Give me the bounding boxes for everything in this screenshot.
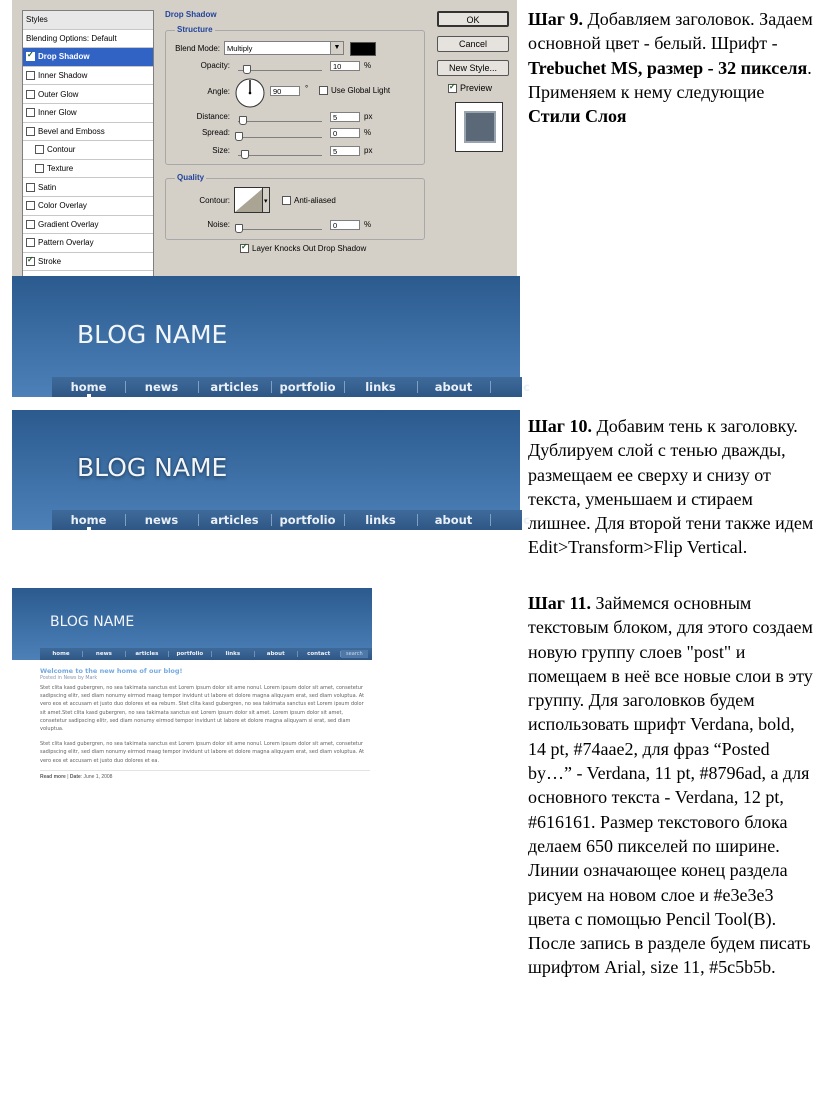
layer-knocks-out-label: Layer Knocks Out Drop Shadow xyxy=(252,244,367,253)
style-item[interactable] xyxy=(23,160,153,179)
style-item-label: Gradient Overlay xyxy=(38,219,99,229)
nav-item[interactable]: portfolio xyxy=(279,380,336,394)
style-preview-swatch xyxy=(464,111,496,143)
post-body-paragraph-2: Stet clita kasd gubergren, no sea takimata sanctus est Lorem ipsum dolor sit ame nonul. Lorem ipsum dolor sit amet, consetetur sadipscing elitr, sed diam nonumy eirmod maag tempor invidunt ut labore et dolore magna aliquyam erat, sed diam voluptua. At vero eos et accusam et justo duo dolores et ea. xyxy=(40,741,365,764)
nav-item[interactable]: about xyxy=(255,651,298,657)
style-item-label: Blending Options: Default xyxy=(26,33,117,43)
style-item-checkbox[interactable] xyxy=(26,257,35,266)
search-input[interactable]: search xyxy=(341,650,368,658)
style-preview-thumbnail xyxy=(455,102,503,152)
quality-group xyxy=(165,178,425,240)
style-item-label: Pattern Overlay xyxy=(38,238,94,248)
style-item-label: Stroke xyxy=(38,257,62,267)
nav-item[interactable]: links xyxy=(365,513,396,527)
nav-item[interactable]: portfolio xyxy=(169,651,212,657)
shadow-color-swatch[interactable] xyxy=(350,42,376,56)
style-item[interactable] xyxy=(23,178,153,197)
size-slider-track xyxy=(238,155,322,156)
ok-button[interactable]: OK xyxy=(437,11,509,27)
step-9-text xyxy=(528,7,814,128)
nav-item[interactable]: c xyxy=(523,380,530,394)
style-item-label: Inner Shadow xyxy=(38,71,88,81)
nav-separator xyxy=(271,381,272,393)
style-item[interactable] xyxy=(23,67,153,86)
styles-list-title: Styles xyxy=(23,11,153,30)
nav-separator xyxy=(271,514,272,526)
style-item-label: Texture xyxy=(47,164,74,174)
style-item[interactable] xyxy=(23,197,153,216)
blog-post xyxy=(40,667,370,780)
style-item-checkbox[interactable] xyxy=(26,71,35,80)
style-item-checkbox[interactable] xyxy=(26,52,35,61)
spread-input[interactable]: 0 xyxy=(330,128,360,138)
blog-title-shadowed: BLOG NAME xyxy=(77,453,228,482)
nav-separator xyxy=(417,514,418,526)
nav-item[interactable]: home xyxy=(70,380,107,394)
nav-item[interactable]: articles xyxy=(210,380,259,394)
spread-slider-handle[interactable] xyxy=(235,132,243,141)
date-value: June 1, 2008 xyxy=(83,773,113,780)
style-item[interactable] xyxy=(23,85,153,104)
size-label: Size: xyxy=(212,146,230,155)
checkbox-icon xyxy=(282,196,291,205)
nav-item[interactable]: portfolio xyxy=(279,513,336,527)
nav-item[interactable]: contact xyxy=(298,651,341,657)
section-divider xyxy=(40,770,370,771)
nav-item[interactable]: articles xyxy=(126,651,169,657)
blend-mode-label: Blend Mode: xyxy=(175,44,220,53)
blog-page-preview-step11 xyxy=(12,588,372,808)
use-global-light-label: Use Global Light xyxy=(331,86,391,95)
noise-input[interactable]: 0 xyxy=(330,220,360,230)
nav-bar xyxy=(52,377,530,397)
nav-item[interactable]: home xyxy=(70,513,107,527)
nav-item[interactable]: about xyxy=(434,513,473,527)
style-item-checkbox[interactable] xyxy=(26,201,35,210)
distance-unit: px xyxy=(364,112,373,121)
step-9-label: Шаг 9. xyxy=(528,9,583,29)
nav-separator xyxy=(490,514,491,526)
styles-list xyxy=(22,10,154,278)
style-item[interactable] xyxy=(23,216,153,235)
blog-header-small xyxy=(12,588,372,660)
spread-unit: % xyxy=(364,128,372,137)
blog-header-preview-step9 xyxy=(12,276,530,397)
cancel-button[interactable]: Cancel xyxy=(437,36,509,52)
noise-slider-track xyxy=(238,229,322,230)
style-item-checkbox[interactable] xyxy=(26,183,35,192)
angle-dial[interactable] xyxy=(234,77,266,109)
distance-input[interactable]: 5 xyxy=(330,112,360,122)
style-item[interactable] xyxy=(23,30,153,49)
nav-separator xyxy=(125,514,126,526)
style-item-checkbox[interactable] xyxy=(26,238,35,247)
spread-label: Spread: xyxy=(201,128,230,137)
preview-label: Preview xyxy=(460,83,493,93)
style-item-label: Color Overlay xyxy=(38,201,87,211)
nav-item[interactable]: links xyxy=(212,651,255,657)
nav-separator xyxy=(198,514,199,526)
checkbox-icon xyxy=(240,244,249,253)
style-item[interactable] xyxy=(23,234,153,253)
post-footer: Read more | Date: June 1, 2008 xyxy=(40,773,113,780)
distance-label: Distance: xyxy=(196,112,230,121)
read-more-link[interactable]: Read more xyxy=(40,773,66,780)
svg-text:▾: ▾ xyxy=(264,197,268,205)
nav-item[interactable]: home xyxy=(40,651,83,657)
checkbox-icon xyxy=(319,86,328,95)
style-item-label: Drop Shadow xyxy=(38,52,90,62)
anti-aliased-checkbox[interactable] xyxy=(282,196,336,205)
opacity-input[interactable]: 10 xyxy=(330,61,360,71)
blog-title: BLOG NAME xyxy=(50,614,135,630)
nav-item[interactable]: links xyxy=(365,380,396,394)
size-unit: px xyxy=(364,146,373,155)
structure-label: Structure xyxy=(177,25,213,34)
layer-knocks-out-checkbox[interactable] xyxy=(240,244,366,253)
date-label: Date xyxy=(69,773,81,780)
preview-checkbox[interactable] xyxy=(448,83,492,93)
post-title[interactable]: Welcome to the new home of our blog! xyxy=(40,667,183,675)
checkbox-icon xyxy=(448,84,457,93)
size-input[interactable]: 5 xyxy=(330,146,360,156)
style-item[interactable] xyxy=(23,253,153,272)
style-item-checkbox[interactable] xyxy=(26,90,35,99)
angle-unit: ° xyxy=(305,84,309,93)
noise-label: Noise: xyxy=(207,220,230,229)
opacity-label: Opacity: xyxy=(200,61,230,70)
layer-style-dialog xyxy=(12,0,517,276)
noise-unit: % xyxy=(364,220,372,229)
opacity-slider-handle[interactable] xyxy=(243,65,251,74)
blog-title: BLOG NAME xyxy=(77,320,228,349)
nav-separator xyxy=(490,381,491,393)
distance-slider-track xyxy=(238,121,322,122)
step-11-body: Займемся основным текстовым блоком, для этого создаем новую группу слоев "post" и помещаем в неё все новые слои в эту группу. Для заголовков будем использовать шрифт Verdana, bold, 14 pt, #74aae2, для фраз “Posted by…” - Verdana, 11 pt, #8796ad, а для основного текста - Verdana, 12 pt, #616161. Размер текстового блока делаем 650 пикселей по ширине. Линии означающее конец раздела рисуем на новом слое и #e3e3e3 цвета с помощью Pencil Tool(B). После запись в разделе будем писать шрифтом Arial, size 11, #5c5b5b. xyxy=(528,593,813,978)
size-slider-handle[interactable] xyxy=(241,150,249,159)
step-10-label: Шаг 10. xyxy=(528,416,592,436)
nav-bar xyxy=(52,510,530,530)
quality-label: Quality xyxy=(177,173,205,182)
step-9-text-part2: . Применяем к нему следующие xyxy=(528,57,812,102)
style-item-checkbox[interactable] xyxy=(35,164,44,173)
noise-slider-handle[interactable] xyxy=(235,224,243,233)
blog-header-preview-step10 xyxy=(12,410,530,530)
nav-item[interactable]: news xyxy=(83,651,126,657)
nav-item[interactable]: articles xyxy=(210,513,259,527)
nav-item[interactable]: news xyxy=(144,513,179,527)
anti-aliased-label: Anti-aliased xyxy=(294,196,336,205)
active-tab-indicator xyxy=(87,394,91,397)
style-item-label: Outer Glow xyxy=(38,89,79,99)
step-9-layer-styles: Стили Слоя xyxy=(528,106,627,127)
style-item-label: Contour xyxy=(47,145,76,155)
new-style-button[interactable]: New Style... xyxy=(437,60,509,76)
style-item-checkbox[interactable] xyxy=(26,127,35,136)
nav-separator xyxy=(344,381,345,393)
nav-separator xyxy=(417,381,418,393)
post-body-paragraph-1: Stet clita kasd gubergren, no sea takimata sanctus est Lorem ipsum dolor sit ame nonul. Lorem ipsum dolor sit amet, consetetur sadipscing elitr, sed diam nonumy eirmod maag tempor invidunt ut labore et dolore magna aliquyam erat, sed diam voluptua. At vero eos et accusam et justo duo dolores et ea rebum. Stet clita kasd gubergren, no sea takimata sanctus est Lorem ipsum dolor sit amet.Stet clita kasd gubergren, no sea takimata sanctus est Lorem ipsum dolor sit amet. Lorem ipsum dolor sit amet, consetetur sadipscing elitr, sed diam nonumy eirmod tempor invidunt ut labore et dolore magna aliquyam si erat, sed diam voluptua. xyxy=(40,685,365,733)
contour-preview[interactable] xyxy=(234,187,270,213)
distance-slider-handle[interactable] xyxy=(239,116,247,125)
step-9-font-spec: Trebuchet MS, размер - 32 пикселя xyxy=(528,57,808,78)
drop-shadow-section-title: Drop Shadow xyxy=(165,10,217,19)
style-item[interactable] xyxy=(23,48,153,67)
style-item-label: Satin xyxy=(38,182,57,192)
step-11-label: Шаг 11. xyxy=(528,593,591,613)
nav-item[interactable]: news xyxy=(144,380,179,394)
step-10-body: Добавим тень к заголовку. Дублируем слой с тенью дважды, размещаем ее сверху и снизу от текста, уменьшаем и стираем лишнее. Для второй тени также идем Edit>Transform>Flip Vertical. xyxy=(528,416,814,558)
active-tab-indicator xyxy=(87,527,91,530)
blend-mode-value: Multiply xyxy=(227,44,253,53)
nav-separator xyxy=(125,381,126,393)
chevron-down-icon: ▼ xyxy=(330,42,343,54)
opacity-unit: % xyxy=(364,61,372,70)
style-item-checkbox[interactable] xyxy=(26,108,35,117)
style-item-label: Inner Glow xyxy=(38,108,77,118)
style-item[interactable] xyxy=(23,123,153,142)
style-item-label: Bevel and Emboss xyxy=(38,126,105,136)
angle-label: Angle: xyxy=(207,87,230,96)
post-meta: Posted in News by Mark xyxy=(40,676,98,681)
nav-separator xyxy=(198,381,199,393)
step-11-text xyxy=(528,591,814,980)
blend-mode-select[interactable] xyxy=(224,41,344,55)
nav-item[interactable]: c xyxy=(523,513,530,527)
contour-label: Contour: xyxy=(199,196,230,205)
style-item-checkbox[interactable] xyxy=(26,220,35,229)
spread-slider-track xyxy=(238,137,322,138)
nav-bar xyxy=(40,648,372,660)
style-item[interactable] xyxy=(23,141,153,160)
angle-input[interactable]: 90 xyxy=(270,86,300,96)
use-global-light-checkbox[interactable] xyxy=(319,86,390,95)
style-item-checkbox[interactable] xyxy=(35,145,44,154)
nav-separator xyxy=(344,514,345,526)
step-9-text-part1: Добавляем заголовок. Задаем основной цвет - белый. Шрифт - xyxy=(528,9,813,54)
style-item[interactable] xyxy=(23,104,153,123)
step-10-text xyxy=(528,414,814,560)
nav-item[interactable]: about xyxy=(434,380,473,394)
